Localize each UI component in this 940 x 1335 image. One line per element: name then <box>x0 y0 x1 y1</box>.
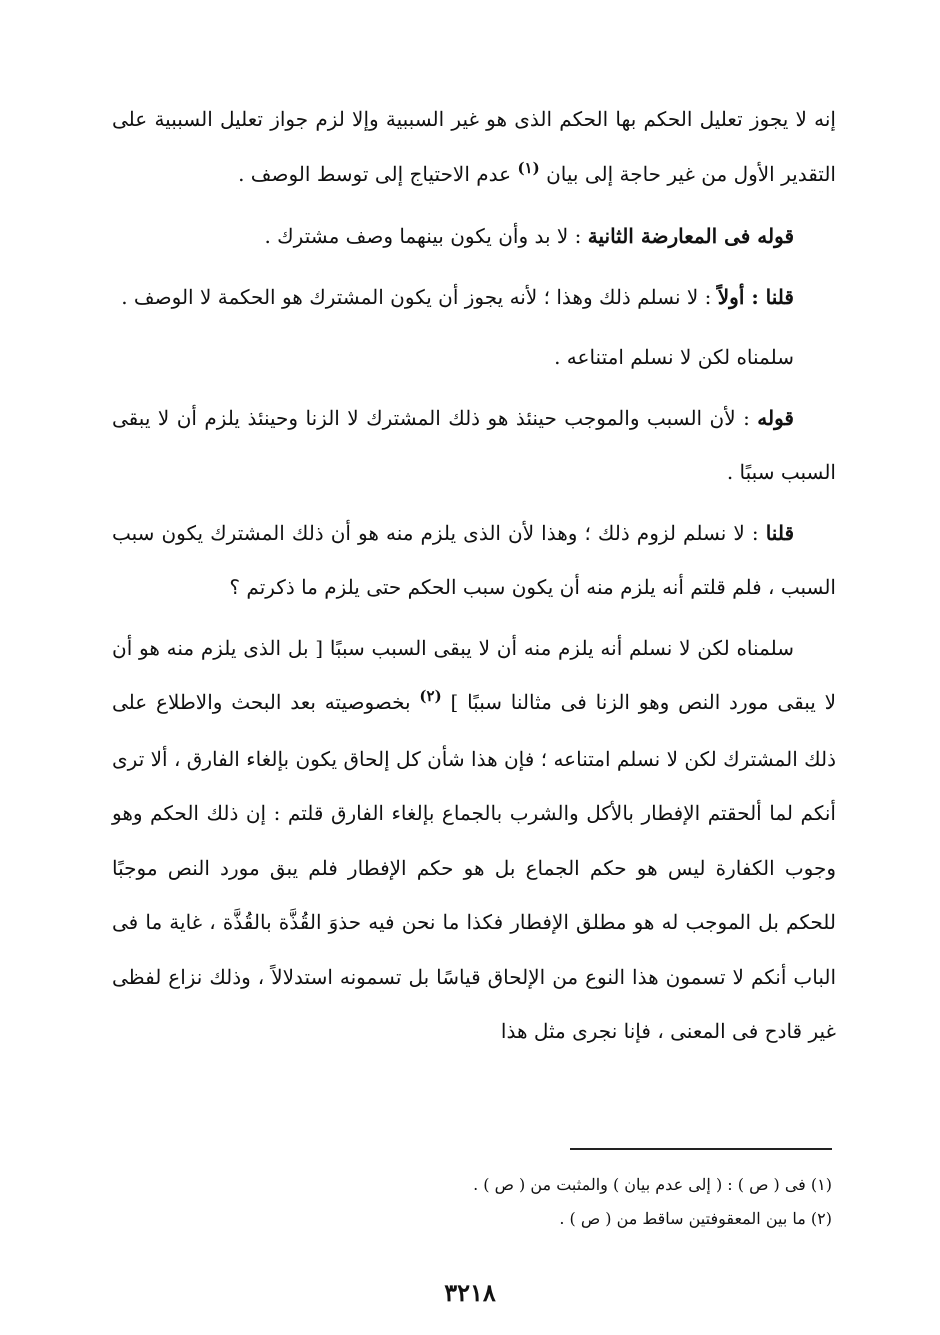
paragraph-3-text: : لا نسلم ذلك وهذا ؛ لأنه يجوز أن يكون المشترك هو الحكمة لا الوصف . <box>121 284 712 309</box>
paragraph-7-text: سلمناه لكن لا نسلم أنه يلزم منه أن لا يبقى السبب سببًا [ بل الذى يلزم منه هو أن لا يبقى مورد النص وهو الزنا فى مثالنا سببًا ] <box>112 635 837 714</box>
paragraph-2 <box>112 209 836 264</box>
paragraph-4 <box>112 330 836 385</box>
paragraph-6 <box>112 506 836 615</box>
paragraph-3-lead: قلنا : أولاً <box>717 284 794 309</box>
main-text <box>112 92 836 1059</box>
footnote-ref-2: (٢) <box>419 687 442 705</box>
footnote-ref-1: (١) <box>517 158 540 177</box>
paragraph-6-text: : لا نسلم لزوم ذلك ؛ وهذا لأن الذى يلزم منه هو أن ذلك المشترك يكون سبب السبب ، فلم قلتم أنه يلزم منه أن يكون سبب الحكم حتى يلزم ما ذكرتم ؟ <box>112 520 836 599</box>
paragraph-1-text: إنه لا يجوز تعليل الحكم بها الحكم الذى هو غير السببية وإلا لزم جواز تعليل السببية على التقدير الأول من غير حاجة إلى بيان <box>112 107 836 186</box>
paragraph-2-text: : لا بد وأن يكون بينهما وصف مشترك . <box>264 224 582 248</box>
paragraph-6-lead: قلنا <box>765 520 795 545</box>
paragraph-1 <box>112 92 836 203</box>
paragraph-5 <box>112 391 836 500</box>
paragraph-1-text-rest: عدم الاحتياج إلى توسط الوصف . <box>238 161 512 186</box>
footnote-2: (٢) ما بين المعقوفتين ساقط من ( ص ) . <box>559 1209 832 1228</box>
footnote-1: (١) فى ( ص ) : ( إلى عدم بيان ) والمثبت من ( ص ) . <box>473 1175 832 1194</box>
paragraph-5-text: : لأن السبب والموجب حينئذ هو ذلك المشترك لا الزنا وحينئذ يلزم أن لا يبقى السبب سببًا . <box>112 405 836 484</box>
paragraph-3 <box>112 270 836 325</box>
paragraph-7 <box>112 621 836 1059</box>
page-number: ٣٢١٨ <box>444 1278 496 1307</box>
paragraph-7-text-rest: بخصوصيته بعد البحث والاطلاع على ذلك المشترك لكن لا نسلم امتناعه ؛ فإن هذا شأن كل إلحاق يكون بإلغاء الفارق ، ألا ترى أنكم لما ألحقتم الإفطار بالأكل والشرب بالجماع بإلغاء الفارق قلتم : إن ذلك الحكم وهو وجوب الكفارة ليس هو حكم الجماع بل هو حكم الإفطار فلم يبق مورد النص موجبًا للحكم بل الموجب له هو مطلق الإفطار فكذا ما نحن فيه حذوَ القُذَّة بالقُذَّة ، غاية ما فى الباب أنكم لا تسمون هذا النوع من الإلحاق قياسًا بل تسمونه استدلالاً ، وذلك نزاع لفظى غير قادح فى المعنى ، فإنا نجرى مثل هذا <box>112 690 836 1043</box>
paragraph-2-lead: قوله فى المعارضة الثانية <box>587 224 794 248</box>
paragraph-4-text: سلمناه لكن لا نسلم امتناعه . <box>554 345 794 369</box>
footnote-divider <box>570 1148 832 1150</box>
paragraph-5-lead: قوله <box>757 405 794 430</box>
footnotes <box>300 1168 832 1236</box>
